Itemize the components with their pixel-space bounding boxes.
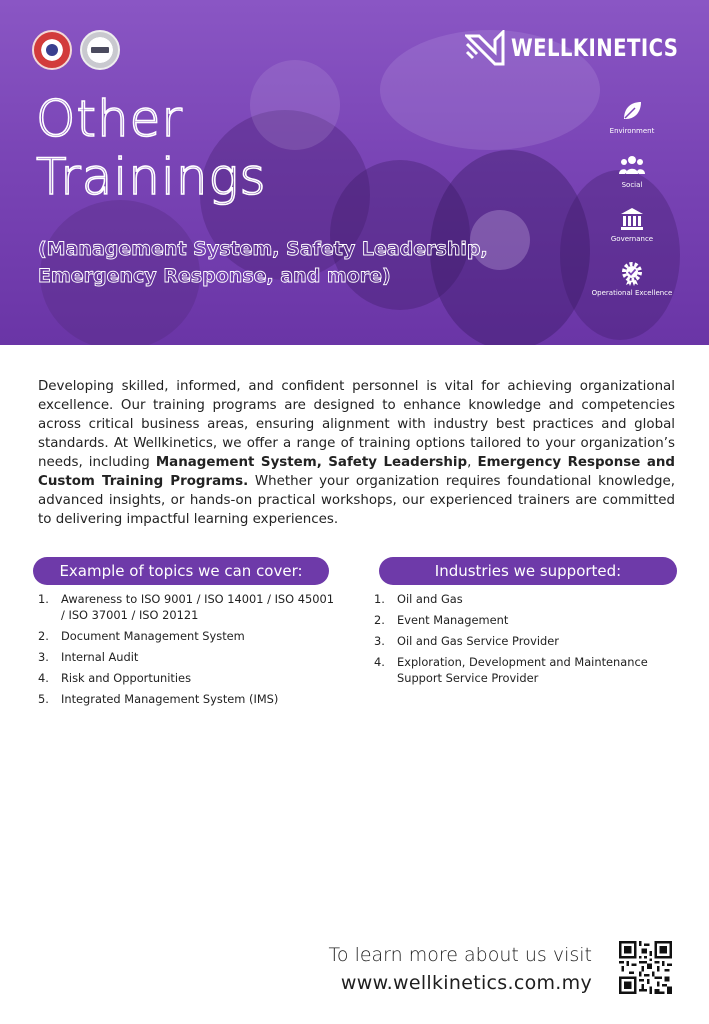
pillar-operational-excellence bbox=[587, 260, 677, 314]
topics-list bbox=[38, 591, 338, 712]
list-number: 2. bbox=[374, 613, 385, 627]
leaf-icon bbox=[619, 98, 645, 124]
industries-list bbox=[374, 591, 674, 691]
industries-heading: Industries we supported: bbox=[379, 557, 677, 585]
list-number: 1. bbox=[38, 592, 49, 606]
intro-bold-1: Management System, Safety Leadership bbox=[155, 455, 468, 470]
title-line-1: Other bbox=[36, 90, 183, 148]
esg-pillars bbox=[587, 98, 677, 314]
list-item bbox=[38, 628, 338, 644]
brand-logo bbox=[465, 30, 681, 66]
list-item bbox=[374, 654, 674, 686]
intro-text-3: Whether your organization requires foundational knowledge, advanced insights, or hands-on practical workshops, our experienced trainers are committed to delivering impactful learning experiences. bbox=[38, 474, 675, 527]
pillar-label-operational-excellence: Operational Excellence bbox=[591, 289, 673, 297]
list-item bbox=[38, 670, 338, 686]
list-number: 4. bbox=[38, 671, 49, 685]
list-number: 1. bbox=[374, 592, 385, 606]
list-number: 3. bbox=[374, 634, 385, 648]
list-item bbox=[38, 591, 338, 623]
pillar-governance bbox=[587, 206, 677, 260]
footer-cta bbox=[329, 942, 592, 996]
pillar-label-environment: Environment bbox=[609, 127, 655, 135]
training-provider-badge bbox=[32, 30, 72, 70]
list-text: Exploration, Development and Maintenance Support Service Provider bbox=[397, 655, 648, 685]
pillar-label-governance: Governance bbox=[610, 235, 654, 243]
intro-bold-2: Emergency Response and Custom Training Programs. bbox=[38, 455, 675, 489]
list-text: Oil and Gas bbox=[397, 592, 463, 606]
list-text: Event Management bbox=[397, 613, 509, 627]
qr-code-icon[interactable] bbox=[619, 941, 672, 994]
people-icon bbox=[619, 152, 645, 178]
intro-text-1: Developing skilled, informed, and confident personnel is vital for achieving organizational excellence. Our training programs are designed to enhance knowledge and competencies across critical business areas, ensuring alignment with industry best practices and global standards. At Wellkinetics, we offer a range of training options tailored to your organization’s needs, including bbox=[38, 379, 675, 470]
list-number: 3. bbox=[38, 650, 49, 664]
list-text: Awareness to ISO 9001 / ISO 14001 / ISO 45001 / ISO 37001 / ISO 20121 bbox=[61, 592, 334, 622]
list-text: Internal Audit bbox=[61, 650, 139, 664]
brand-name: WELLKINETICS bbox=[511, 34, 679, 62]
page-title bbox=[36, 90, 267, 206]
list-text: Integrated Management System (IMS) bbox=[61, 692, 279, 706]
pillar-label-social: Social bbox=[621, 181, 643, 189]
intro-paragraph bbox=[38, 377, 675, 529]
website-link[interactable]: www.wellkinetics.com.my bbox=[340, 972, 592, 994]
list-item bbox=[374, 612, 674, 628]
list-number: 2. bbox=[38, 629, 49, 643]
list-number: 5. bbox=[38, 692, 49, 706]
list-text: Document Management System bbox=[61, 629, 245, 643]
intro-text-2: , bbox=[467, 455, 478, 470]
page-subtitle: (Management System, Safety Leadership, Emergency Response, and more) bbox=[38, 238, 488, 287]
list-item bbox=[374, 591, 674, 607]
topics-heading: Example of topics we can cover: bbox=[33, 557, 329, 585]
building-icon bbox=[619, 206, 645, 232]
footer-cta-text: To learn more about us visit bbox=[328, 944, 592, 966]
wellkinetics-logo-icon bbox=[465, 30, 505, 66]
hrd-claimable-badge bbox=[80, 30, 120, 70]
list-text: Risk and Opportunities bbox=[61, 671, 192, 685]
pillar-social bbox=[587, 152, 677, 206]
gear-check-icon bbox=[619, 260, 645, 286]
list-text: Oil and Gas Service Provider bbox=[397, 634, 559, 648]
list-number: 4. bbox=[374, 655, 385, 669]
list-item bbox=[374, 633, 674, 649]
list-item bbox=[38, 691, 338, 707]
pillar-environment bbox=[587, 98, 677, 152]
hero-banner bbox=[0, 0, 709, 345]
title-line-2: Trainings bbox=[36, 148, 267, 206]
list-item bbox=[38, 649, 338, 665]
